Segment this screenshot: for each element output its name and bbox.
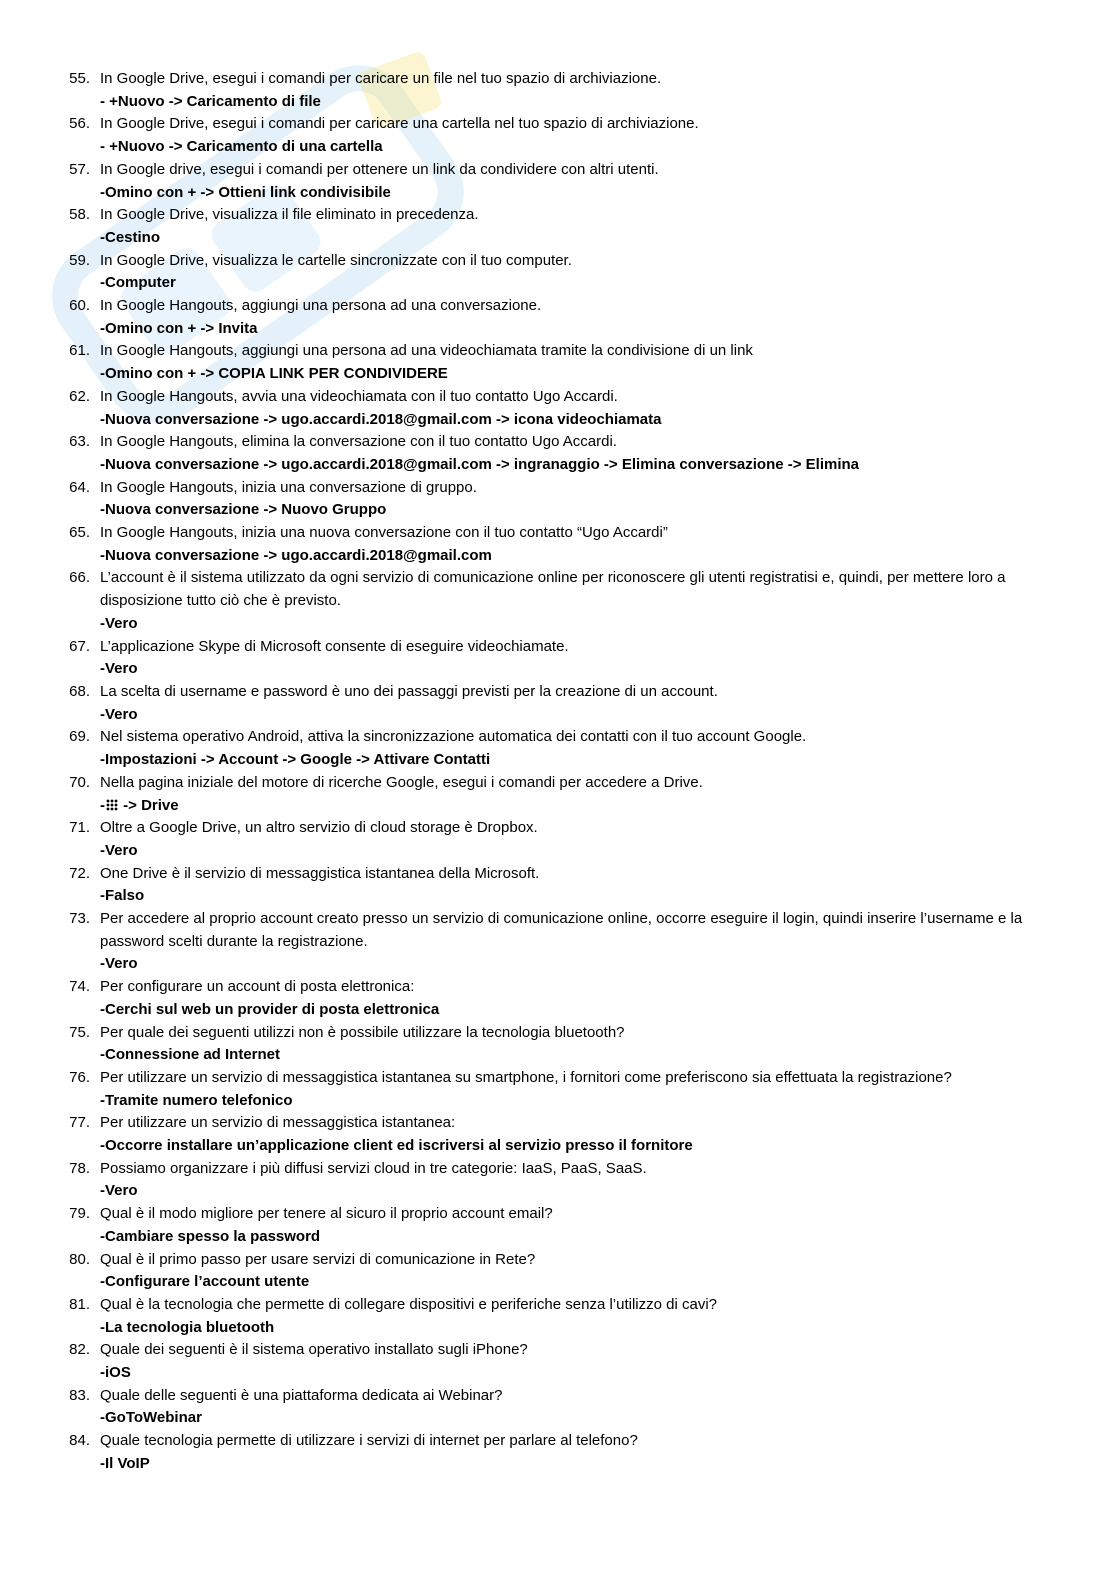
item-number: 75. <box>69 1023 90 1041</box>
list-item <box>60 1067 1045 1112</box>
question-text: In Google Hangouts, elimina la conversazione con il tuo contatto Ugo Accardi. <box>100 433 617 451</box>
list-item <box>60 567 1045 635</box>
list-item <box>60 726 1045 771</box>
question-text: La scelta di username e password è uno dei passaggi previsti per la creazione di un account. <box>100 682 718 700</box>
answer-text: -Cambiare spesso la password <box>100 1227 321 1245</box>
question-text: Possiamo organizzare i più diffusi servizi cloud in tre categorie: IaaS, PaaS, SaaS. <box>100 1159 647 1177</box>
item-number: 83. <box>69 1386 90 1404</box>
list-item <box>60 431 1045 476</box>
question-text: Nella pagina iniziale del motore di ricerche Google, esegui i comandi per accedere a Drive. <box>100 773 703 791</box>
question-text: Nel sistema operativo Android, attiva la sincronizzazione automatica dei contatti con il tuo account Google. <box>100 728 807 746</box>
answer-text: -Vero <box>100 841 138 859</box>
answer-text: - +Nuovo -> Caricamento di file <box>100 92 321 110</box>
answer-text: -GoToWebinar <box>100 1409 202 1427</box>
item-number: 67. <box>69 637 90 655</box>
list-item <box>60 1158 1045 1203</box>
answer-text: -Nuova conversazione -> ugo.accardi.2018@gmail.com -> icona videochiamata <box>100 410 662 428</box>
answer-text: -Vero <box>100 614 138 632</box>
answer-text: -Cerchi sul web un provider di posta elettronica <box>100 1000 440 1018</box>
question-text: Per configurare un account di posta elettronica: <box>100 978 415 996</box>
question-text: Qual è il modo migliore per tenere al sicuro il proprio account email? <box>100 1205 553 1223</box>
list-item <box>60 976 1045 1021</box>
answer-text: -Vero <box>100 660 138 678</box>
question-text: L’account è il sistema utilizzato da ogni servizio di comunicazione online per riconoscere gli utenti registratisi e, quindi, per mettere loro a disposizione tutto ciò che è previsto. <box>100 569 1006 610</box>
item-number: 72. <box>69 864 90 882</box>
answer-text: -Omino con + -> COPIA LINK PER CONDIVIDERE <box>100 365 448 383</box>
answer-text: -Vero <box>100 705 138 723</box>
list-item <box>60 522 1045 567</box>
answer-text: -Cestino <box>100 228 160 246</box>
question-text: Per utilizzare un servizio di messaggistica istantanea: <box>100 1114 456 1132</box>
item-number: 64. <box>69 478 90 496</box>
item-number: 66. <box>69 569 90 587</box>
answer-text: -Configurare l’account utente <box>100 1273 310 1291</box>
answer-text: -Il VoIP <box>100 1454 150 1472</box>
answer-text: -Omino con + -> Invita <box>100 319 258 337</box>
list-item <box>60 1385 1045 1430</box>
question-text: Per utilizzare un servizio di messaggistica istantanea su smartphone, i fornitori come preferiscono sia effettuata la registrazione? <box>100 1068 952 1086</box>
question-text: Quale tecnologia permette di utilizzare i servizi di internet per parlare al telefono? <box>100 1432 638 1450</box>
item-number: 57. <box>69 160 90 178</box>
answer-text: -Vero <box>100 1182 138 1200</box>
item-number: 82. <box>69 1341 90 1359</box>
question-text: In Google Drive, visualizza il file eliminato in precedenza. <box>100 206 479 224</box>
answer-text: -Impostazioni -> Account -> Google -> Attivare Contatti <box>100 751 491 769</box>
question-text: In Google drive, esegui i comandi per ottenere un link da condividere con altri utenti. <box>100 160 659 178</box>
list-item <box>60 1203 1045 1248</box>
answer-text: -iOS <box>100 1364 131 1382</box>
apps-grid-icon <box>106 799 118 811</box>
question-text: In Google Drive, esegui i comandi per caricare una cartella nel tuo spazio di archiviazione. <box>100 115 699 133</box>
item-number: 70. <box>69 773 90 791</box>
answer-text: -La tecnologia bluetooth <box>100 1318 275 1336</box>
list-item <box>60 1022 1045 1067</box>
list-item <box>60 204 1045 249</box>
list-item <box>60 772 1045 817</box>
question-text: Quale dei seguenti è il sistema operativo installato sugli iPhone? <box>100 1341 528 1359</box>
list-item <box>60 477 1045 522</box>
answer-text: -Connessione ad Internet <box>100 1046 281 1064</box>
item-number: 58. <box>69 206 90 224</box>
question-text: One Drive è il servizio di messaggistica istantanea della Microsoft. <box>100 864 540 882</box>
question-text: Per quale dei seguenti utilizzi non è possibile utilizzare la tecnologia bluetooth? <box>100 1023 625 1041</box>
list-item <box>60 250 1045 295</box>
item-number: 79. <box>69 1205 90 1223</box>
answer-text: -Nuova conversazione -> ugo.accardi.2018@gmail.com -> ingranaggio -> Elimina conversazione -> Elimina <box>100 455 860 473</box>
list-item <box>60 340 1045 385</box>
item-number: 62. <box>69 387 90 405</box>
question-text: Qual è il primo passo per usare servizi di comunicazione in Rete? <box>100 1250 536 1268</box>
answer-text: -Tramite numero telefonico <box>100 1091 293 1109</box>
item-number: 80. <box>69 1250 90 1268</box>
question-text: Oltre a Google Drive, un altro servizio di cloud storage è Dropbox. <box>100 819 538 837</box>
list-item <box>60 863 1045 908</box>
question-text: In Google Hangouts, aggiungi una persona ad una videochiamata tramite la condivisione di un link <box>100 342 753 360</box>
answer-text <box>100 795 1045 818</box>
list-item <box>60 817 1045 862</box>
answer-text: -Computer <box>100 274 176 292</box>
list-item <box>60 1112 1045 1157</box>
question-text: In Google Drive, esegui i comandi per caricare un file nel tuo spazio di archiviazione. <box>100 70 662 87</box>
question-list <box>60 68 1045 1476</box>
question-text: In Google Hangouts, avvia una videochiamata con il tuo contatto Ugo Accardi. <box>100 387 618 405</box>
item-number: 59. <box>69 251 90 269</box>
item-number: 61. <box>69 342 90 360</box>
answer-text: - +Nuovo -> Caricamento di una cartella <box>100 138 383 156</box>
question-text: Quale delle seguenti è una piattaforma dedicata ai Webinar? <box>100 1386 503 1404</box>
item-number: 56. <box>69 115 90 133</box>
question-text: Qual è la tecnologia che permette di collegare dispositivi e periferiche senza l’utilizzo di cavi? <box>100 1295 717 1313</box>
item-number: 78. <box>69 1159 90 1177</box>
answer-prefix: - <box>100 796 105 814</box>
list-item <box>60 1430 1045 1475</box>
item-number: 81. <box>69 1295 90 1313</box>
answer-text: -Vero <box>100 955 138 973</box>
question-text: In Google Hangouts, inizia una nuova conversazione con il tuo contatto “Ugo Accardi” <box>100 524 668 542</box>
list-item <box>60 908 1045 976</box>
list-item <box>60 1339 1045 1384</box>
item-number: 63. <box>69 433 90 451</box>
list-item <box>60 1249 1045 1294</box>
answer-text: -Falso <box>100 887 145 905</box>
question-text: In Google Hangouts, aggiungi una persona ad una conversazione. <box>100 297 542 315</box>
item-number: 60. <box>69 297 90 315</box>
item-number: 71. <box>69 819 90 837</box>
list-item <box>60 295 1045 340</box>
question-text: L’applicazione Skype di Microsoft consente di eseguire videochiamate. <box>100 637 569 655</box>
list-item <box>60 68 1045 113</box>
list-item <box>60 159 1045 204</box>
item-number: 74. <box>69 978 90 996</box>
answer-text: -Nuova conversazione -> ugo.accardi.2018@gmail.com <box>100 546 492 564</box>
list-item <box>60 1294 1045 1339</box>
answer-suffix: -> Drive <box>119 796 179 814</box>
question-text: In Google Drive, visualizza le cartelle sincronizzate con il tuo computer. <box>100 251 572 269</box>
answer-text: -Occorre installare un’applicazione client ed iscriversi al servizio presso il fornitore <box>100 1137 693 1155</box>
item-number: 84. <box>69 1432 90 1450</box>
item-number: 77. <box>69 1114 90 1132</box>
question-text: Per accedere al proprio account creato presso un servizio di comunicazione online, occorre eseguire il login, quindi inserire l’username e la password scelti durante la registrazione. <box>100 910 1023 950</box>
item-number: 69. <box>69 728 90 746</box>
list-item <box>60 386 1045 431</box>
item-number: 55. <box>69 70 90 87</box>
item-number: 68. <box>69 682 90 700</box>
item-number: 73. <box>69 910 90 928</box>
answer-text: -Nuova conversazione -> Nuovo Gruppo <box>100 501 387 519</box>
question-text: In Google Hangouts, inizia una conversazione di gruppo. <box>100 478 477 496</box>
list-item <box>60 681 1045 726</box>
list-item <box>60 636 1045 681</box>
item-number: 65. <box>69 524 90 542</box>
item-number: 76. <box>69 1068 90 1086</box>
answer-text: -Omino con + -> Ottieni link condivisibile <box>100 183 391 201</box>
list-item <box>60 113 1045 158</box>
